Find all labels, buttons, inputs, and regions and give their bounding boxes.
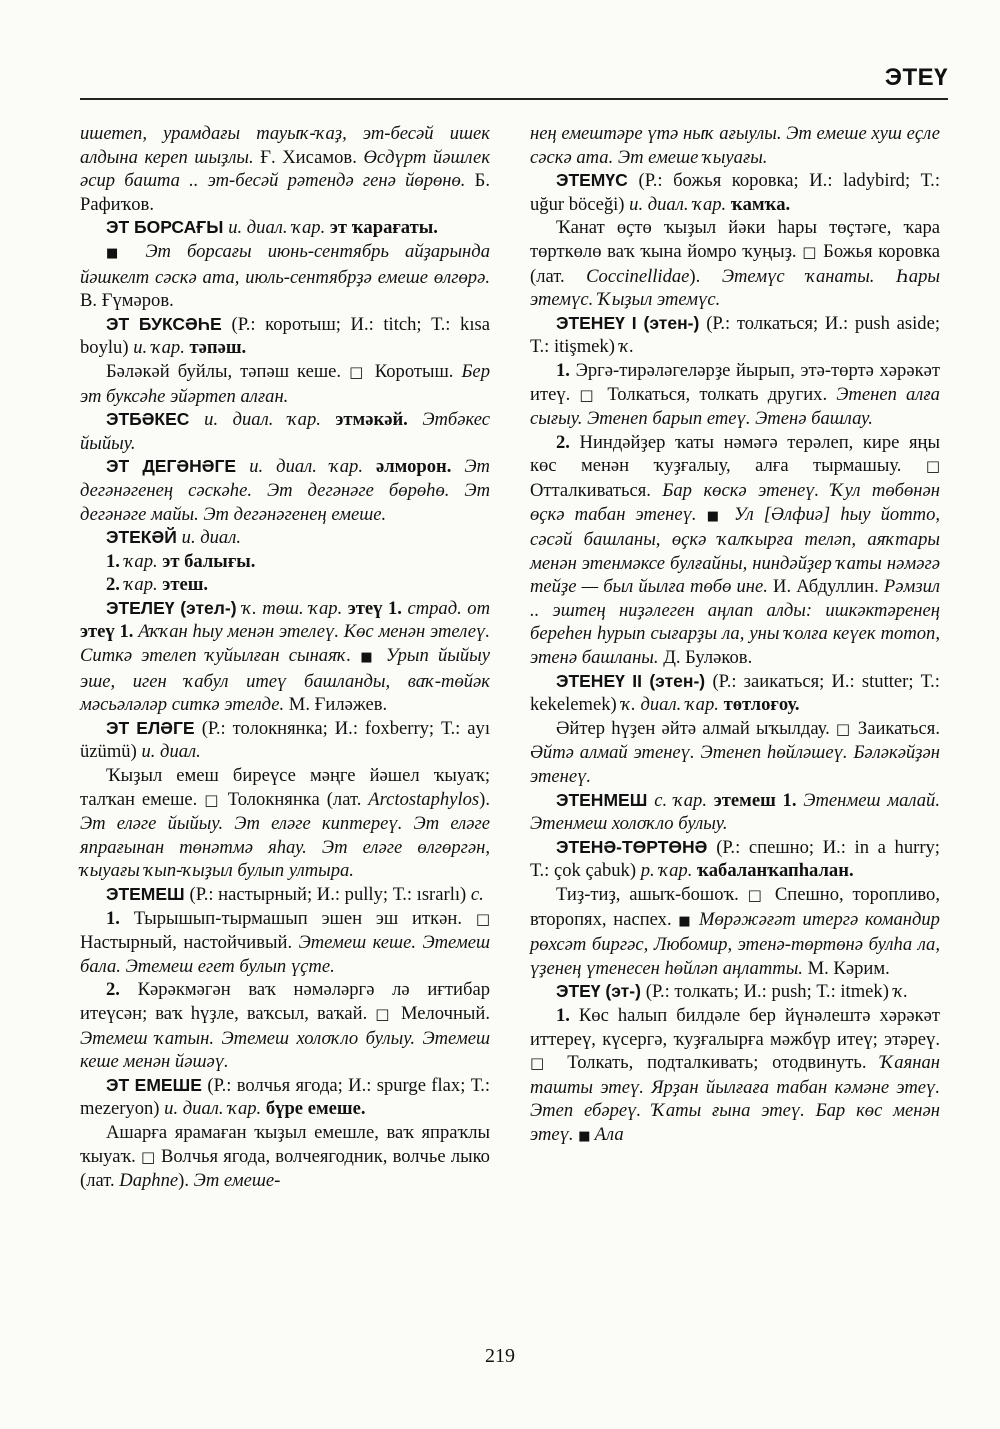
italic-text: нең емештәре үтә ныҡ ағыулы. Эт емеше хуш еҫле сәскә ата. Эт емеше ҡыуағы.: [530, 123, 940, 168]
entry-paragraph: [80, 978, 490, 1073]
bold-text: 1.: [106, 907, 134, 929]
text-run: Тырышып-тырмашып эшен эш иткән.: [133, 907, 476, 929]
entry-paragraph: [530, 431, 940, 670]
entry-paragraph: [530, 789, 940, 836]
headword: ЭТЕМЕШ: [106, 884, 190, 904]
entry-paragraph: [80, 122, 490, 216]
open-square-marker: □: [802, 242, 824, 261]
text-run: М. Кәрим.: [807, 957, 890, 979]
italic-text: р. ҡар.: [640, 860, 697, 882]
italic-text: Arctostaphylos: [368, 788, 480, 810]
bold-text: этеү 1.: [347, 597, 408, 619]
text-run: Отталкиваться.: [530, 479, 663, 501]
italic-text: Бар көскә этенеү. Ҡул төбөнән өҫкә табан этенеү.: [530, 479, 940, 525]
italic-text: Аҡҡан һыу менән этелеү. Көс менән этелеү. Ситкә этелеп ҡуйылған сынаяҡ.: [80, 621, 490, 667]
black-square-marker: ■: [706, 508, 735, 524]
headword: ЭТ БОРСАҒЫ: [106, 217, 229, 238]
entry-paragraph: [530, 717, 940, 789]
text-run: Б. Рафиҡов.: [80, 170, 490, 215]
italic-text: и. ҡар.: [133, 337, 190, 359]
text-run: (Р.: заикаться; И.: stutter; Т.: kekelemek): [530, 670, 940, 716]
headword: ЭТ ЕЛӘГЕ: [106, 717, 202, 738]
italic-text: Этенеп алға сығыу. Этенеп барып етеү. Этенә башлау.: [530, 383, 940, 430]
text-run: Мелочный.: [400, 1002, 490, 1024]
italic-text: и. диал. ҡар.: [228, 217, 330, 239]
italic-text: Daphne: [119, 1170, 179, 1192]
text-run: Кәрәкмәгән ваҡ нәмәләргә лә иғтибар итеүсән; ваҡ һүҙле, ваҡсыл, ваҡай.: [80, 979, 490, 1024]
open-square-marker: □: [349, 362, 375, 381]
entry-paragraph: [530, 670, 940, 717]
italic-text: ҡар.: [124, 574, 163, 596]
italic-text: страд. от: [407, 597, 491, 619]
entry-paragraph: [80, 597, 490, 717]
italic-text: ҡ. диал. ҡар.: [621, 694, 724, 716]
open-square-marker: □: [579, 385, 608, 404]
bold-text: ҡабаланҡапһалан.: [697, 860, 854, 882]
italic-text: и. диал. ҡар.: [629, 193, 731, 215]
italic-text: Этенмеш малай. Этенмеш холоҡло булыу.: [530, 789, 941, 835]
bold-text: этеш.: [162, 574, 209, 596]
italic-text: ҡ.: [893, 981, 909, 1003]
italic-text: Эт борсағы июнь-сентябрь айҙарында йәшкелт сәскә ата, июль-сентябрҙә емеше өлгөрә.: [80, 240, 490, 288]
bold-text: 1.: [556, 359, 576, 381]
text-run: Ашарға ярамаған ҡыҙыл емешле, ваҡ япраҡлы ҡыуаҡ.: [80, 1121, 490, 1167]
open-square-marker: □: [925, 457, 940, 476]
bold-text: 1.: [556, 1004, 579, 1026]
entry-paragraph: [80, 526, 490, 550]
italic-text: Бер эт буксәһе эйәртеп алған.: [80, 360, 490, 407]
entry-paragraph: [530, 836, 940, 883]
italic-text: Мөрәжәғәт итергә командир рөхсәт биргәс, Любомир, этенә-төртөнә булһа ла, үҙенең үтенесен һөйләп аңлатты.: [530, 908, 940, 979]
black-square-marker: ■: [106, 245, 146, 261]
headword: ЭТЕМҮС: [556, 170, 639, 191]
text-run: (Р.: толкаться; И.: push aside; Т.: itişmek): [530, 312, 941, 358]
text-run: Ҡыҙыл емеш биреүсе мәңге йәшел ҡыуаҡ; талҡан емеше.: [80, 765, 490, 810]
italic-text: ҡ. төш. ҡар.: [242, 597, 348, 619]
text-run: Спешно, торопливо, второпях, наспех.: [530, 884, 940, 930]
entry-paragraph: [80, 1121, 490, 1193]
text-run: (Р.: коротыш; И.: titch; Т.: kısa boylu): [80, 313, 491, 359]
entry-paragraph: [530, 359, 940, 431]
italic-text: Ҡаянан ташты этеү. Ярҙан йылғаға табан кәмәне этеү. Этеп ебәреү. Ҡаты ғына этеү. Бар көс менән этеү.: [530, 1052, 940, 1145]
text-run: Эргә-тирәләгеләрҙе йырып, этә-төртә хәрәкәт итеү.: [530, 359, 940, 405]
entry-paragraph: [530, 1004, 940, 1149]
italic-text: Өсдүрт йәшлек әсир башта .. эт-бесәй рәтендә генә йөрөнө.: [80, 146, 491, 192]
text-run: Тиҙ-тиҙ, ашыҡ-бошоҡ.: [556, 884, 748, 905]
text-run: Коротыш.: [374, 360, 462, 382]
italic-text: с. ҡар.: [654, 789, 714, 811]
italic-text: ҡар.: [124, 550, 163, 572]
headword: ЭТЕНЕҮ II (этен-): [556, 670, 713, 691]
bold-text: 2.: [106, 979, 138, 1001]
bold-text: 2.: [106, 574, 125, 596]
bold-text: этмәкәй.: [335, 409, 423, 431]
bold-text: 2.: [556, 431, 580, 453]
text-run: (Р.: волчья ягода; И.: spurge flax; Т.: mezeryon): [80, 1074, 491, 1120]
headword: ЭТЕНЕҮ I (этен-): [556, 312, 707, 333]
running-head-word: ЭТЕҮ: [884, 64, 948, 91]
italic-text: Эт дегәнәгенең сәскәһе. Эт дегәнәге бөрөһө. Эт дегәнәге майы. Эт дегәнәгенең емеше.: [80, 456, 490, 525]
text-run: Көс һалып билдәле бер йүнәлештә хәрәкәт иттереү, күсергә, ҡуҙғалырға мәжбүр итеү; этәреү.: [530, 1004, 940, 1050]
right-column: [530, 122, 940, 1149]
entry-paragraph: [80, 313, 490, 360]
headword: ЭТБӘКЕС: [106, 409, 205, 430]
italic-text: Этбәкес йыйыу.: [80, 409, 491, 454]
headword: ЭТ БУКСӘҺЕ: [106, 313, 232, 334]
text-run: М. Ғиләжев.: [288, 694, 388, 716]
bold-text: ҡамҡа.: [730, 193, 791, 215]
bold-text: 1.: [106, 550, 125, 572]
text-run: ).: [689, 265, 722, 287]
text-run: Толкать, подталкивать; отодвинуть.: [567, 1052, 881, 1074]
entry-paragraph: [80, 573, 490, 597]
italic-text: Рәмзил .. эштең ниҙәлеген аңлап алды: ишкәктәренең береһен һурып сығарҙы ла, уны ҡолға кеүек тотоп, этенә башланы.: [530, 576, 940, 669]
headword: ЭТЕҮ (эт-): [556, 981, 646, 1002]
bold-text: бүре емеше.: [265, 1098, 366, 1120]
italic-text: Ала: [594, 1123, 624, 1145]
italic-text: и. диал.: [141, 741, 201, 763]
italic-text: Урып йыйыу эше, иген ҡабул итеү башланды, ваҡ-төйәк мәсьәләләр ситкә этелде.: [80, 645, 490, 716]
bold-text: эт ҡарағаты.: [329, 217, 438, 239]
open-square-marker: □: [375, 1004, 401, 1023]
entry-paragraph: [80, 360, 490, 408]
black-square-marker: ■: [360, 650, 386, 666]
entry-paragraph: [80, 764, 490, 883]
italic-text: Этемүс ҡанаты. Һары этемүс. Ҡыҙыл этемүс.: [530, 265, 940, 311]
entry-paragraph: [530, 312, 940, 359]
bold-text: төтлоғоу.: [723, 694, 800, 716]
italic-text: ҡ.: [619, 336, 635, 358]
open-square-marker: □: [140, 1147, 161, 1166]
italic-text: Эт еләге йыйыу. Эт еләге киптереү. Эт еләге япрағынан төнәтмә яһау. Эт еләге өлгөргән, ҡыуағы ҡып-ҡыҙыл булып ултыра.: [80, 813, 490, 882]
bold-text: әлморон.: [375, 456, 465, 478]
italic-text: Ул [Әлфиә] һыу йотто, сәсәй башланы, өҫкә ҡалҡырға теләп, аяҡтары менән этенмәксе булғайны, ниндәйҙер ҡаты нәмәгә тейҙе — был йылға төбө ине.: [530, 503, 941, 598]
entry-paragraph: [80, 1074, 490, 1121]
text-run: ).: [479, 788, 490, 810]
italic-text: и. диал.: [181, 527, 241, 549]
black-square-marker: ■: [678, 913, 699, 929]
headword: ЭТЕЛЕҮ (этел-): [106, 597, 243, 618]
entry-paragraph: [80, 907, 490, 979]
text-run: Д. Буләков.: [663, 647, 753, 669]
entry-paragraph: [80, 717, 490, 764]
italic-text: Әйтә алмай этенеү. Этенеп һөйләшеү. Бәләкәйҙән этенеү.: [530, 742, 940, 788]
left-column: [80, 122, 490, 1193]
entry-paragraph: [80, 550, 490, 574]
page-number: 219: [485, 1345, 515, 1367]
entry-paragraph: [530, 883, 940, 980]
entry-paragraph: [80, 455, 490, 526]
italic-text: Этемеш ҡатын. Этемеш холоҡло булыу. Этемеш кеше менән йәшәү.: [80, 1027, 490, 1073]
text-run: Волчья ягода, волчеягодник, волчье лыко (лат.: [80, 1145, 490, 1192]
open-square-marker: □: [475, 909, 491, 928]
entry-paragraph: [80, 883, 490, 907]
entry-paragraph: [80, 408, 490, 455]
headword: ЭТЕКӘЙ: [106, 527, 182, 548]
headword: ЭТ ЕМЕШЕ: [106, 1074, 208, 1095]
text-run: Ҡанат өҫтө ҡыҙыл йәки һары төҫтәге, ҡара төрткөлө ваҡ ҡына йомро ҡуңыҙ.: [530, 217, 940, 262]
text-run: (Р.: спешно; И.: in a hurry; Т.: çok çabuk): [530, 836, 940, 882]
entry-paragraph: [530, 169, 940, 216]
black-square-marker: ■: [578, 1128, 595, 1144]
text-run: Божья коровка (лат.: [530, 240, 940, 287]
text-run: Толокнянка (лат.: [227, 788, 369, 810]
italic-text: и. диал. ҡар.: [204, 409, 336, 431]
headword: ЭТЕНМЕШ: [556, 789, 655, 810]
text-run: (Р.: настырный; И.: pully; Т.: ısrarlı): [189, 884, 471, 905]
text-run: И. Абдуллин.: [773, 576, 884, 598]
running-header: [80, 62, 948, 100]
open-square-marker: □: [835, 719, 858, 738]
text-run: В. Ғүмәров.: [80, 290, 174, 312]
text-run: Бәләкәй буйлы, тәпәш кеше.: [106, 360, 350, 382]
text-run: (Р.: божья коровка; И.: ladybird; Т.: uğur böceği): [530, 170, 940, 215]
open-square-marker: □: [530, 1054, 568, 1073]
italic-text: Coccinellidae: [586, 265, 690, 287]
bold-text: тәпәш.: [189, 337, 247, 359]
text-run: ).: [178, 1170, 194, 1192]
headword: ЭТ ДЕГӘНӘГЕ: [106, 456, 250, 477]
entry-paragraph: [530, 122, 940, 169]
text-run: Настырный, настойчивый.: [80, 932, 299, 954]
text-run: Әйтер һүҙен әйтә алмай ыҡылдау.: [556, 717, 836, 739]
italic-text: и. диал. ҡар.: [249, 456, 376, 478]
text-run: Толкаться, толкать других.: [607, 383, 837, 405]
entry-paragraph: [530, 216, 940, 311]
italic-text: Эт емеше-: [193, 1170, 281, 1192]
bold-text: эт балығы.: [162, 550, 256, 572]
text-run: Ғ. Хисамов.: [260, 146, 364, 168]
italic-text: ишетеп, урамдағы тауыҡ-ҡаҙ, эт-бесәй ишек алдына кереп шыҙлы.: [80, 123, 490, 168]
italic-text: и. диал. ҡар.: [164, 1098, 266, 1120]
italic-text: Этемеш кеше. Этемеш бала. Этемеш егет булып үҫте.: [80, 932, 490, 977]
bold-text: этеү 1.: [80, 621, 139, 643]
headword: ЭТЕНӘ-ТӨРТӨНӘ: [556, 836, 717, 857]
entry-paragraph: [80, 216, 490, 240]
text-run: Заикаться.: [857, 717, 940, 739]
italic-text: с.: [470, 884, 484, 905]
text-run: (Р.: толкать; И.: push; Т.: itmek): [645, 981, 894, 1003]
entry-paragraph: [80, 240, 490, 313]
entry-paragraph: [530, 980, 940, 1004]
open-square-marker: □: [747, 886, 775, 904]
open-square-marker: □: [204, 790, 228, 809]
text-run: Ниндәйҙер ҡаты нәмәгә терәлеп, кире яңы көс менән ҡуҙғалыу, алға тырмашыу.: [530, 431, 940, 477]
text-run: (Р.: толокнянка; И.: foxberry; Т.: ayı üzümü): [80, 717, 490, 763]
bold-text: этемеш 1.: [713, 789, 804, 811]
